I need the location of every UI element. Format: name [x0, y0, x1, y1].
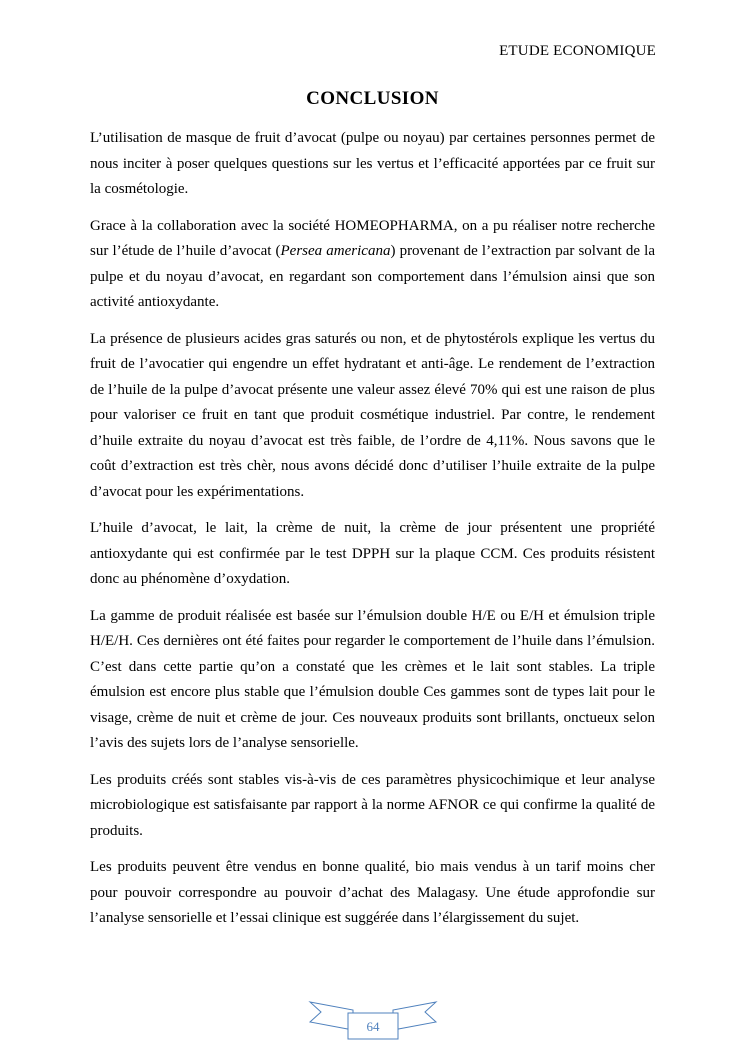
page-number: 64 — [366, 1019, 379, 1034]
species-name-italic: Persea americana — [280, 243, 391, 259]
running-header-text: ETUDE ECONOMIQUE — [499, 43, 656, 59]
page-footer — [308, 1001, 438, 1043]
ribbon-left-tail — [310, 1002, 353, 1030]
page-title: CONCLUSION — [306, 88, 439, 109]
paragraph-marche: Les produits peuvent être vendus en bonne qualité, bio mais vendus à un tarif moins cher pour pouvoir correspondre au pouvoir d’achat des Malagasy. Une étude approfondie sur l’analyse sensorielle et l’essai clinique est suggérée dans l’élargissement du sujet. — [90, 859, 655, 926]
document-body — [90, 126, 655, 943]
paragraph-gamme: La gamme de produit réalisée est basée sur l’émulsion double H/E ou E/H et émulsion triple H/E/H. Ces dernières ont été faites pour regarder le comportement de l’huile dans l’émulsion. C’est dans cette partie qu’on a constaté que les crèmes et le lait sont stables. La triple émulsion est encore plus stable que l’émulsion double Ces gammes sont de types lait pour le visage, crème de nuit et crème de jour. Ces nouveaux produits sont brillants, onctueux selon l’avis des sujets lors de l’analyse sensorielle. — [90, 607, 655, 751]
paragraph-norme: Les produits créés sont stables vis-à-vis de ces paramètres physicochimique et leur analyse microbiologique est satisfaisante par rapport à la norme AFNOR ce qui confirme la qualité de produits. — [90, 771, 655, 839]
paragraph-extraction: La présence de plusieurs acides gras saturés ou non, et de phytostérols explique les vertus du fruit de l’avocatier qui engendre un effet hydratant et anti-âge. Le rendement de l’extraction de l’huile de la pulpe d’avocat présente une valeur assez élevé 70% qui est une raison de plus pour valoriser ce fruit en tant que produit cosmétique industriel. Par contre, le rendement d’huile extraite du noyau d’avocat est très faible, de l’ordre de 4,11%. Nous savons que le coût d’extraction est très chèr, nous avons décidé donc d’utiliser l’huile extraite de la pulpe d’avocat pour les expérimentations. — [90, 330, 655, 500]
ribbon-right-tail — [393, 1002, 436, 1030]
paragraph-collaboration-text-before: Grace à la collaboration avec la société HOMEOPHARMA, on a pu réaliser notre recherche sur l’étude de l’huile d’avocat ( — [90, 217, 655, 259]
paragraph-collaboration-text-after: ) provenant de l’extraction par solvant de la pulpe et du noyau d’avocat, en regardant son comportement dans l’émulsion ainsi que son activité antioxydante. — [90, 243, 656, 310]
page-number-ribbon — [308, 1001, 438, 1043]
paragraph-antioxydant: L’huile d’avocat, le lait, la crème de nuit, la crème de jour présentent une propriété antioxydante qui est confirmée par le test DPPH sur la plaque CCM. Ces produits résistent donc au phénomène d’oxydation. — [90, 520, 655, 587]
paragraph-intro: L’utilisation de masque de fruit d’avocat (pulpe ou noyau) par certaines personnes permet de nous inciter à poser quelques questions sur les vertus et l’efficacité apportées par ce fruit sur la cosmétologie. — [90, 130, 655, 197]
page-header — [499, 43, 656, 60]
paragraph-collaboration — [90, 214, 655, 316]
